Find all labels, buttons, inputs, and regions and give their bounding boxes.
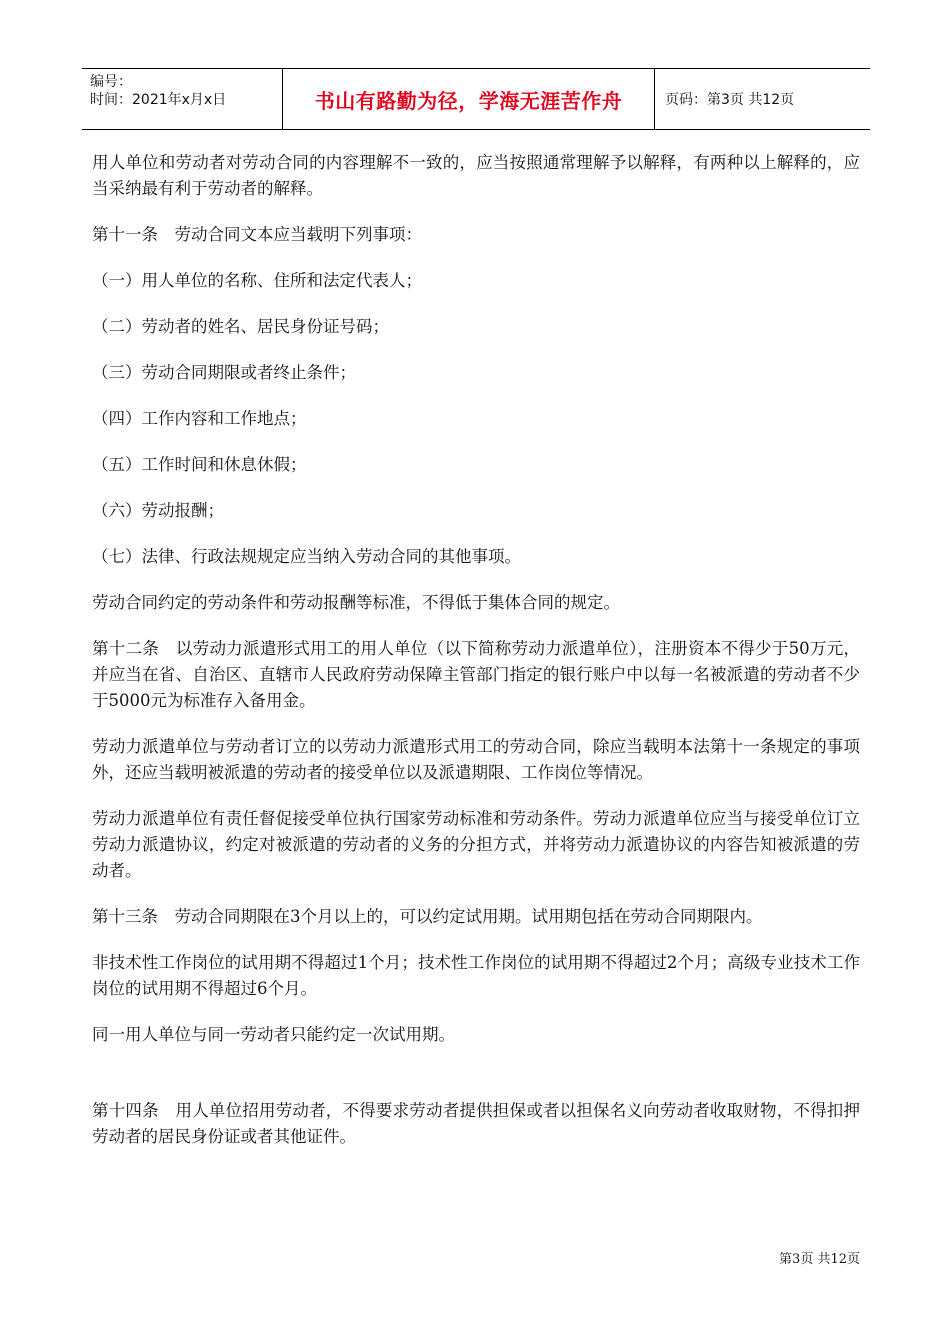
paragraph: 同一用人单位与同一劳动者只能约定一次试用期。 [92,1025,455,1044]
list-item: （一）用人单位的名称、住所和法定代表人； [92,271,422,290]
header-meta [82,69,282,129]
list-item: （七）法律、行政法规规定应当纳入劳动合同的其他事项。 [92,547,521,566]
article-14-paragraph: 第十四条 用人单位招用劳动者，不得要求劳动者提供担保或者以担保名义向劳动者收取财物，不得扣押劳动者的居民身份证或者其他证件。 [92,1101,860,1146]
page-footer: 第3页 共12页 [779,1252,860,1267]
list-item: （三）劳动合同期限或者终止条件； [92,363,356,382]
article-13-paragraph: 第十三条 劳动合同期限在3个月以上的，可以约定试用期。试用期包括在劳动合同期限内。 [92,907,763,926]
header-motto-cell [282,69,655,129]
list-item: （二）劳动者的姓名、居民身份证号码； [92,317,389,336]
paragraph: 劳动力派遣单位有责任督促接受单位执行国家劳动标准和劳动条件。劳动力派遣单位应当与接受单位订立劳动力派遣协议，约定对被派遣的劳动者的义务的分担方式，并将劳动力派遣协议的内容告知被派遣的劳动者。 [92,809,860,880]
article-12-paragraph: 第十二条 以劳动力派遣形式用工的用人单位（以下简称劳动力派遣单位），注册资本不得少于50万元，并应当在省、自治区、直辖市人民政府劳动保障主管部门指定的银行账户中以每一名被派遣的劳动者不少于5000元为标准存入备用金。 [92,639,860,710]
time-label: 时间：2021年x月x日 [90,92,227,108]
header-page-cell [655,69,870,129]
page-header [82,68,870,130]
paragraph: 非技术性工作岗位的试用期不得超过1个月；技术性工作岗位的试用期不得超过2个月；高级专业技术工作岗位的试用期不得超过6个月。 [92,953,860,998]
document-body [92,150,860,1170]
article-11-heading: 第十一条 劳动合同文本应当载明下列事项： [92,225,422,244]
paragraph: 劳动力派遣单位与劳动者订立的以劳动力派遣形式用工的劳动合同，除应当载明本法第十一条规定的事项外，还应当载明被派遣的劳动者的接受单位以及派遣期限、工作岗位等情况。 [92,737,860,782]
list-item: （五）工作时间和休息休假； [92,455,307,474]
code-label: 编号： [90,74,132,90]
header-page-label: 页码：第3页 共12页 [665,92,795,108]
list-item: （六）劳动报酬； [92,501,224,520]
paragraph: 劳动合同约定的劳动条件和劳动报酬等标准，不得低于集体合同的规定。 [92,593,620,612]
paragraph: 用人单位和劳动者对劳动合同的内容理解不一致的，应当按照通常理解予以解释，有两种以上解释的，应当采纳最有利于劳动者的解释。 [92,153,860,198]
motto-text: 书山有路勤为径，学海无涯苦作舟 [314,88,623,113]
list-item: （四）工作内容和工作地点； [92,409,307,428]
